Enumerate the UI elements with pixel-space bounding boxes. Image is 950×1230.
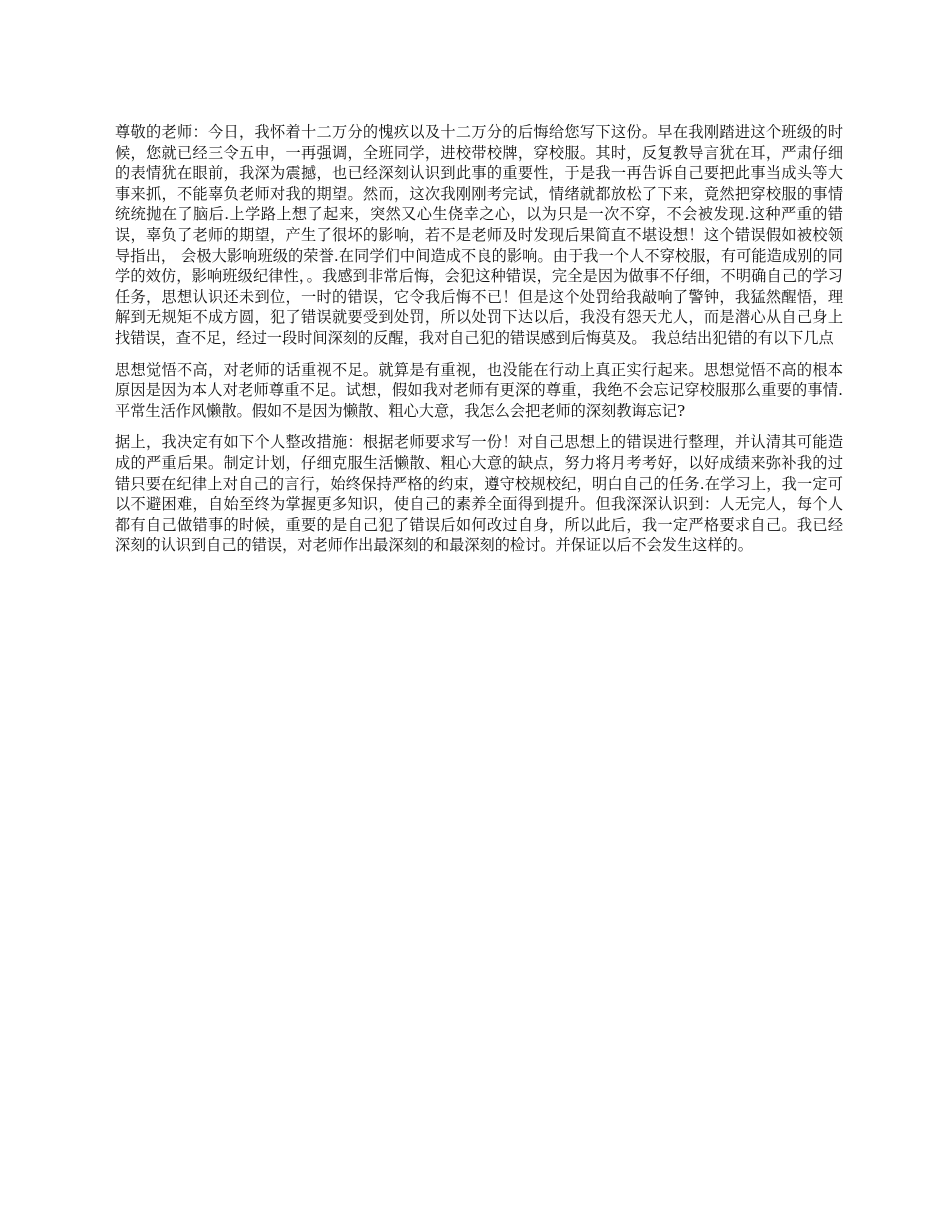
document-body — [115, 122, 843, 567]
paragraph-3: 据上，我决定有如下个人整改措施：根据老师要求写一份！对自己思想上的错误进行整理，并认清其可能造成的严重后果。制定计划，仔细克服生活懒散、粗心大意的缺点，努力将月考考好，以好成绩来弥补我的过错只要在纪律上对自己的言行，始终保持严格的约束，遵守校规校纪，明白自己的任务.在学习上，我一定可以不避困难，自始至终为掌握更多知识，使自己的素养全面得到提升。但我深深认识到：人无完人，每个人都有自己做错事的时候，重要的是自己犯了错误后如何改过自身，所以此后，我一定严格要求自己。我已经深刻的认识到自己的错误，对老师作出最深刻的和最深刻的检讨。并保证以后不会发生这样的。 — [115, 433, 843, 555]
paragraph-2: 思想觉悟不高，对老师的话重视不足。就算是有重视，也没能在行动上真正实行起来。思想觉悟不高的根本原因是因为本人对老师尊重不足。试想，假如我对老师有更深的尊重，我绝不会忘记穿校服那么重要的事情.平常生活作风懒散。假如不是因为懒散、粗心大意，我怎么会把老师的深刻教诲忘记? — [115, 360, 843, 420]
paragraph-1: 尊敬的老师：今日，我怀着十二万分的愧疚以及十二万分的后悔给您写下这份。早在我刚踏进这个班级的时候，您就已经三令五申，一再强调，全班同学，进校带校牌，穿校服。其时，反复教导言犹在耳，严肃仔细的表情犹在眼前，我深为震撼，也已经深刻认识到此事的重要性，于是我一再告诉自己要把此事当成头等大事来抓，不能辜负老师对我的期望。然而，这次我刚刚考完试，情绪就都放松了下来，竟然把穿校服的事情统统抛在了脑后.上学路上想了起来，突然又心生侥幸之心，以为只是一次不穿，不会被发现.这种严重的错误，辜负了老师的期望，产生了很坏的影响，若不是老师及时发现后果简直不堪设想！这个错误假如被校领导指出， 会极大影响班级的荣誉.在同学们中间造成不良的影响。由于我一个人不穿校服，有可能造成别的同学的效仿，影响班级纪律性，。我感到非常后悔，会犯这种错误，完全是因为做事不仔细，不明确自己的学习任务，思想认识还未到位，一时的错误，它令我后悔不已！但是这个处罚给我敲响了警钟，我猛然醒悟，理解到无规矩不成方圆，犯了错误就要受到处罚，所以处罚下达以后，我没有怨天尤人，而是潜心从自己身上找错误，查不足，经过一段时间深刻的反醒，我对自己犯的错误感到后悔莫及。 我总结出犯错的有以下几点 — [115, 123, 843, 347]
